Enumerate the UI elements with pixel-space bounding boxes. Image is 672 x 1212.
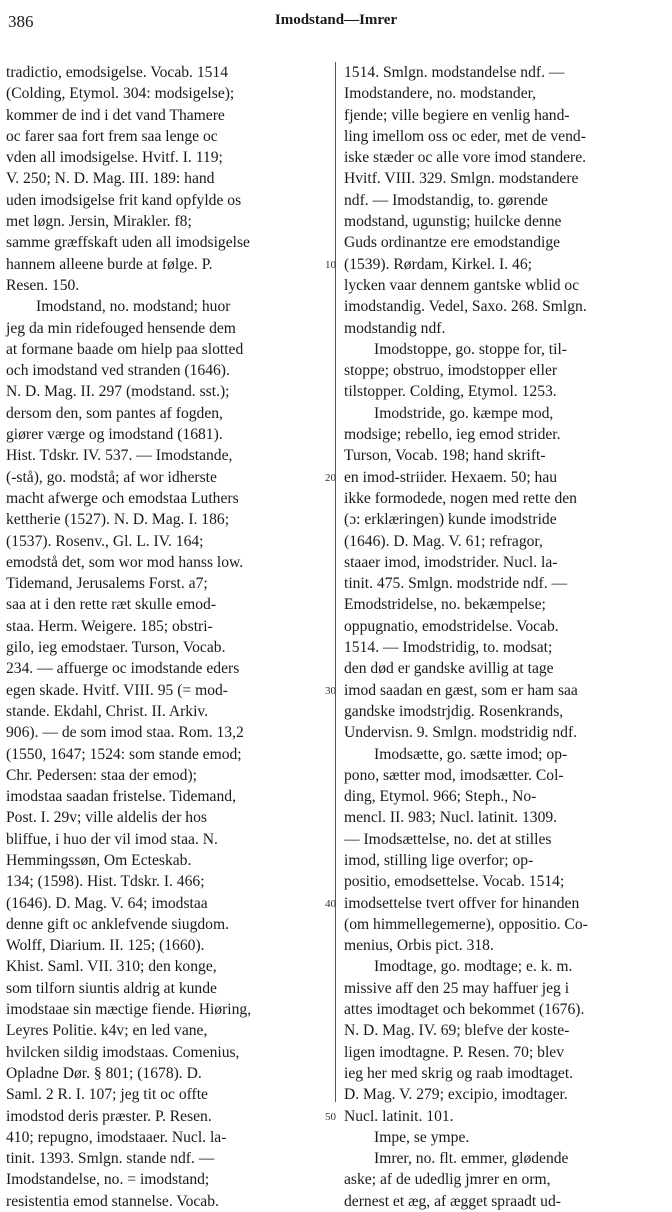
text-line: met løgn. Jersin, Mirakler. f8; xyxy=(6,213,192,231)
text-line: missive aff den 25 may haffuer jeg i xyxy=(344,979,570,997)
text-line: oppugnatio, emodstridelse. Vocab. xyxy=(344,617,559,635)
text-line: Wolff, Diarium. II. 125; (1660). xyxy=(6,937,205,955)
text-line: (ɔ: erklæringen) kunde imodstride xyxy=(344,511,557,529)
text-line: ling imellom oss oc eder, met de vend- xyxy=(344,127,586,145)
text-line: 1514. Smlgn. modstandelse ndf. — xyxy=(344,64,565,81)
text-line: imod, stilling lige overfor; op- xyxy=(344,851,534,869)
text-line: Turson, Vocab. 198; hand skrift- xyxy=(344,447,546,465)
text-line: 1514. — Imodstridig, to. modsat; xyxy=(344,639,553,657)
text-line: Post. I. 29v; ville aldelis der hos xyxy=(6,809,207,827)
text-line: stoppe; obstruo, imodstopper eller xyxy=(344,362,558,380)
right-column xyxy=(344,62,662,1212)
text-line: Opladne Dør. § 801; (1678). D. xyxy=(6,1064,202,1082)
text-line: ikke formodede, nogen med rette den xyxy=(344,489,577,507)
text-line: dernest et æg, af ægget spraadt ud- xyxy=(344,1192,561,1210)
text-line: modstand, ugunstig; huilcke denne xyxy=(344,213,562,231)
line-number-marker: 10 xyxy=(325,258,336,271)
text-line: Leyres Politie. k4v; en led vane, xyxy=(6,1022,208,1040)
text-line: macht afwerge och emodstaa Luthers xyxy=(6,489,239,507)
line-number-marker: 50 xyxy=(325,1110,336,1123)
text-line: Hvitf. VIII. 329. Smlgn. modstandere xyxy=(344,170,579,188)
text-line: modstandig ndf. xyxy=(344,319,446,337)
text-line: attes imodtaget och bekommet (1676). xyxy=(344,1001,585,1019)
text-line: menius, Orbis pict. 318. xyxy=(344,937,494,955)
text-line: tradictio, emodsigelse. Vocab. 1514 xyxy=(6,64,229,81)
text-line: Emodstridelse, no. bekæmpelse; xyxy=(344,596,546,614)
text-line: (-stå), go. modstå; af wor idherste xyxy=(6,468,217,486)
text-line: Saml. 2 R. I. 107; jeg tit oc offte xyxy=(6,1086,208,1104)
text-line: den død er gandske avillig at tage xyxy=(344,660,554,678)
text-line: Hemmingssøn, Om Ecteskab. xyxy=(6,851,192,869)
text-line: (1537). Rosenv., Gl. L. IV. 164; xyxy=(6,532,204,550)
text-line: hvilcken sildig imodstaas. Comenius, xyxy=(6,1043,240,1061)
text-line: (Colding, Etymol. 304: modsigelse); xyxy=(6,85,235,103)
text-line: Imodstoppe, go. stoppe for, til- xyxy=(374,340,567,358)
text-line: kettherie (1527). N. D. Mag. I. 186; xyxy=(6,511,230,529)
column-divider xyxy=(335,62,336,1102)
text-line: Imodstand, no. modstand; huor xyxy=(36,298,231,316)
text-line: tinit. 1393. Smlgn. stande ndf. — xyxy=(6,1150,215,1168)
text-line: 134; (1598). Hist. Tdskr. I. 466; xyxy=(6,873,205,891)
text-line: jeg da min ridefouged hensende dem xyxy=(6,319,236,337)
text-line: kommer de ind i det vand Thamere xyxy=(6,106,225,124)
text-line: tinit. 475. Smlgn. modstride ndf. — xyxy=(344,575,568,593)
text-line: bliffue, i huo der vil imod staa. N. xyxy=(6,830,218,848)
text-line: V. 250; N. D. Mag. III. 189: hand xyxy=(6,170,215,188)
page-header xyxy=(8,6,664,36)
text-line: (1646). D. Mag. V. 61; refragor, xyxy=(344,532,543,550)
text-line: (om himmellegemerne), oppositio. Co- xyxy=(344,915,588,933)
text-line: staa. Herm. Weigere. 185; obstri- xyxy=(6,617,213,635)
text-line: pono, sætter mod, imodsætter. Col- xyxy=(344,766,564,784)
text-line: Impe, se ympe. xyxy=(374,1128,470,1146)
text-line: ieg her med skrig og raab imodtaget. xyxy=(344,1064,574,1082)
text-line: N. D. Mag. IV. 69; blefve der koste- xyxy=(344,1022,570,1040)
text-line: Tidemand, Jerusalems Forst. a7; xyxy=(6,575,208,593)
text-line: Nucl. latinit. 101. xyxy=(344,1107,454,1125)
text-line: fjende; ville begiere en venlig hand- xyxy=(344,106,570,124)
text-line: imodstaae sin mæctige fiende. Hiøring, xyxy=(6,1001,252,1019)
text-line: ding, Etymol. 966; Steph., No- xyxy=(344,788,537,806)
text-line: denne gift oc anklefvende siugdom. xyxy=(6,915,230,933)
text-line: och imodstand ved stranden (1646). xyxy=(6,362,230,380)
text-line: 234. — affuerge oc imodstande eders xyxy=(6,660,240,678)
left-column xyxy=(6,62,326,1212)
text-line: Undervisn. 9. Smlgn. modstridig ndf. xyxy=(344,724,578,742)
text-line: mencl. II. 983; Nucl. latinit. 1309. xyxy=(344,809,558,827)
text-line: som tilforn siuntis aldrig at kunde xyxy=(6,979,217,997)
text-line: samme græffskaft uden all imodsigelse xyxy=(6,234,250,252)
text-line: emodstå det, som wor mod hanss low. xyxy=(6,553,244,571)
text-line: Imrer, no. flt. emmer, glødende xyxy=(374,1150,569,1168)
text-line: giører værge og imodstand (1681). xyxy=(6,426,223,444)
text-line: Imodstandere, no. modstander, xyxy=(344,85,537,103)
text-line: oc farer saa fort frem saa lenge oc xyxy=(6,127,218,145)
text-line: resistentia emod stannelse. Vocab. xyxy=(6,1192,219,1210)
text-line: gandske imodstrjdig. Rosenkrands, xyxy=(344,702,564,720)
text-line: imodsettelse tvert offver for hinanden xyxy=(344,894,580,912)
text-line: dersom den, som pantes af fogden, xyxy=(6,404,223,422)
text-line: Imodtage, go. modtage; e. k. m. xyxy=(374,958,573,976)
text-line: 410; repugno, imodstaaer. Nucl. la- xyxy=(6,1128,227,1146)
text-line: (1550, 1647; 1524: som stande emod; xyxy=(6,745,242,763)
text-line: Imodstride, go. kæmpe mod, xyxy=(374,404,554,422)
text-line: positio, emodsettelse. Vocab. 1514; xyxy=(344,873,565,891)
text-line: hannem alleene burde at følge. P. xyxy=(6,255,213,273)
text-line: saa at i den rette ræt skulle emod- xyxy=(6,596,217,614)
text-line: stande. Ekdahl, Christ. II. Arkiv. xyxy=(6,702,209,720)
text-line: — Imodsættelse, no. det at stilles xyxy=(344,830,552,848)
text-line: tilstopper. Colding, Etymol. 1253. xyxy=(344,383,557,401)
text-line: en imod-striider. Hexaem. 50; hau xyxy=(344,468,558,486)
text-line: egen skade. Hvitf. VIII. 95 (= mod- xyxy=(6,681,228,699)
text-line: ndf. — Imodstandig, to. gørende xyxy=(344,191,548,209)
text-line: imodstod deris præster. P. Resen. xyxy=(6,1107,212,1125)
text-line: Resen. 150. xyxy=(6,276,80,294)
text-line: at formane baade om hielp paa slotted xyxy=(6,340,244,358)
text-line: modsige; rebello, ieg emod strider. xyxy=(344,426,561,444)
text-line: Khist. Saml. VII. 310; den konge, xyxy=(6,958,217,976)
text-line: imodstandig. Vedel, Saxo. 268. Smlgn. xyxy=(344,298,587,316)
text-line: Imodstandelse, no. = imodstand; xyxy=(6,1171,210,1189)
text-line: N. D. Mag. II. 297 (modstand. sst.); xyxy=(6,383,230,401)
line-number-marker: 20 xyxy=(325,471,336,484)
text-line: Hist. Tdskr. IV. 537. — Imodstande, xyxy=(6,447,233,465)
text-line: gilo, ieg emodstaer. Turson, Vocab. xyxy=(6,639,226,657)
line-number-marker: 30 xyxy=(325,684,336,697)
text-line: D. Mag. V. 279; excipio, imodtager. xyxy=(344,1086,568,1104)
text-line: Guds ordinantze ere emodstandige xyxy=(344,234,561,252)
text-line: Imodsætte, go. sætte imod; op- xyxy=(374,745,568,763)
text-line: (1646). D. Mag. V. 64; imodstaa xyxy=(6,894,208,912)
text-line: ligen imodtagne. P. Resen. 70; blev xyxy=(344,1043,565,1061)
text-line: uden imodsigelse frit kand opfylde os xyxy=(6,191,242,209)
text-line: imodstaa saadan fristelse. Tidemand, xyxy=(6,788,236,806)
page-number: 386 xyxy=(8,12,34,31)
text-line: Chr. Pedersen: staa der emod); xyxy=(6,766,197,784)
text-line: aske; af de udedlig jmrer en orm, xyxy=(344,1171,551,1189)
text-line: iske stæder oc alle vore imod standere. xyxy=(344,149,587,167)
text-line: vden all imodsigelse. Hvitf. I. 119; xyxy=(6,149,223,167)
text-line: staaer imod, imodstrider. Nucl. la- xyxy=(344,553,558,571)
text-line: (1539). Rørdam, Kirkel. I. 46; xyxy=(344,255,532,273)
text-line: 906). — de som imod staa. Rom. 13,2 xyxy=(6,724,244,742)
line-number-marker: 40 xyxy=(325,897,336,910)
text-line: imod saadan en gæst, som er ham saa xyxy=(344,681,578,699)
running-head: Imodstand—Imrer xyxy=(274,12,398,28)
text-line: lycken vaar dennem gantske wblid oc xyxy=(344,276,580,294)
